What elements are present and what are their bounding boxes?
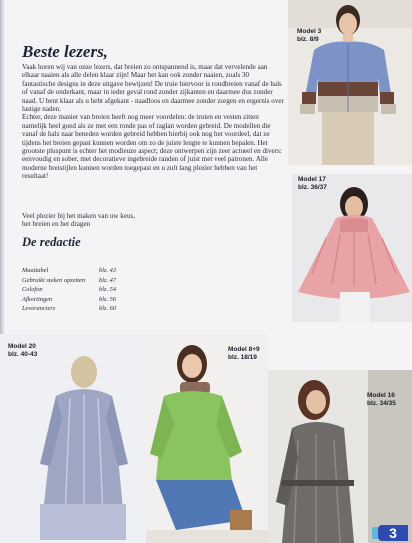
- photo-model-8-9[interactable]: [146, 334, 268, 543]
- toc-item-page: blz. 56: [99, 295, 117, 303]
- page-title: Beste lezers,: [22, 42, 108, 61]
- model-3-illustration: [288, 0, 412, 165]
- editorial-paragraph-1: Vaak horen wij van onze lezers, dat breien zo ontspannend is, maar dat vervelende aan elkaar naaien als alle delen klaar zijn! Maar het kan ook zonder naaien, zoals 30 fantastische designs in deze uitgave bewijzen! De truie hiervoor is rondbreien vanaf de hals of vanaf de onderkant, maar in ieder geval rond zonder zijkanten en daarmee dus zonder naad. U bent klaar als u hebt afgekant - naadloos en daarmee zonder zorgen en ergernis over lastige naden.: [22, 63, 284, 114]
- model-16-label: [367, 392, 396, 407]
- model-label-name: Model 3: [297, 28, 322, 35]
- page-number-badge: 3: [378, 525, 408, 541]
- toc-item[interactable]: [22, 285, 134, 295]
- model-20-label: [8, 343, 37, 358]
- contents-list: [22, 266, 134, 314]
- model-8-9-illustration: [146, 334, 268, 543]
- model-8-9-label: [228, 346, 260, 361]
- photo-model-20[interactable]: [0, 334, 146, 543]
- model-label-pages: blz. 40-43: [8, 350, 38, 358]
- photo-model-17[interactable]: [292, 174, 412, 322]
- toc-item-page: blz. 54: [99, 286, 117, 294]
- toc-item-title: Colofon: [22, 286, 43, 294]
- model-label-pages: blz. 8/9: [297, 35, 319, 43]
- model-17-label: [298, 176, 327, 191]
- photo-model-3[interactable]: [288, 0, 412, 165]
- closing-lines: [22, 212, 135, 229]
- closing-line-2: het breien en het dragen: [22, 220, 91, 229]
- toc-item-title: Gebruikt steken opzetten: [22, 276, 86, 284]
- toc-item-title: Afkortingen: [22, 295, 53, 303]
- model-label-pages: blz. 18/19: [228, 353, 257, 361]
- signoff: De redactie: [22, 235, 81, 249]
- model-label-name: Model 16: [367, 392, 395, 399]
- toc-item-page: blz. 60: [99, 305, 117, 313]
- editorial-text: [22, 63, 284, 181]
- toc-item-page: blz. 47: [99, 276, 117, 284]
- model-label-pages: blz. 34/35: [367, 399, 396, 407]
- model-20-illustration: [0, 334, 146, 543]
- model-label-pages: blz. 36/37: [298, 183, 327, 191]
- editorial-paragraph-2: Echter, deze manier van breien heeft nog meer voordelen: de truien en vesten zitten namelijk heel goed als ze met een ronde pas of raglan worden gebreid. De modellen die vanaf de hals naar beneden worden gebreid hebben hierbij ook nog het voordeel, dat ze tijdens het breien gepast kunnen worden om zo de juiste lengte te kunnen bepalen. Het grootste pluspunt is echter het modieuze aspect; deze ontwerpen zijn zeer actueel en divers: eenvoudig en sober, met decoratieve ingebreide randen of juist met veel patronen. Alle moderne breistijlen kunnen worden toegepast en u zult lang plezier hebben van het resultaat!: [22, 113, 282, 181]
- model-label-name: Model 20: [8, 343, 36, 350]
- toc-item-page: blz. 43: [99, 267, 117, 275]
- model-3-label: [297, 28, 321, 43]
- toc-item[interactable]: [22, 295, 134, 305]
- toc-item-title: Maattabel: [22, 267, 49, 275]
- toc-item[interactable]: [22, 276, 134, 286]
- model-label-name: Model 8+9: [228, 346, 260, 353]
- model-17-illustration: [292, 174, 412, 322]
- toc-item[interactable]: [22, 304, 134, 314]
- closing-line-1: Veel plezier bij het maken van uw keus,: [22, 212, 136, 220]
- toc-item[interactable]: [22, 266, 134, 276]
- model-label-name: Model 17: [298, 176, 326, 183]
- toc-item-title: Leveranciers: [22, 305, 56, 313]
